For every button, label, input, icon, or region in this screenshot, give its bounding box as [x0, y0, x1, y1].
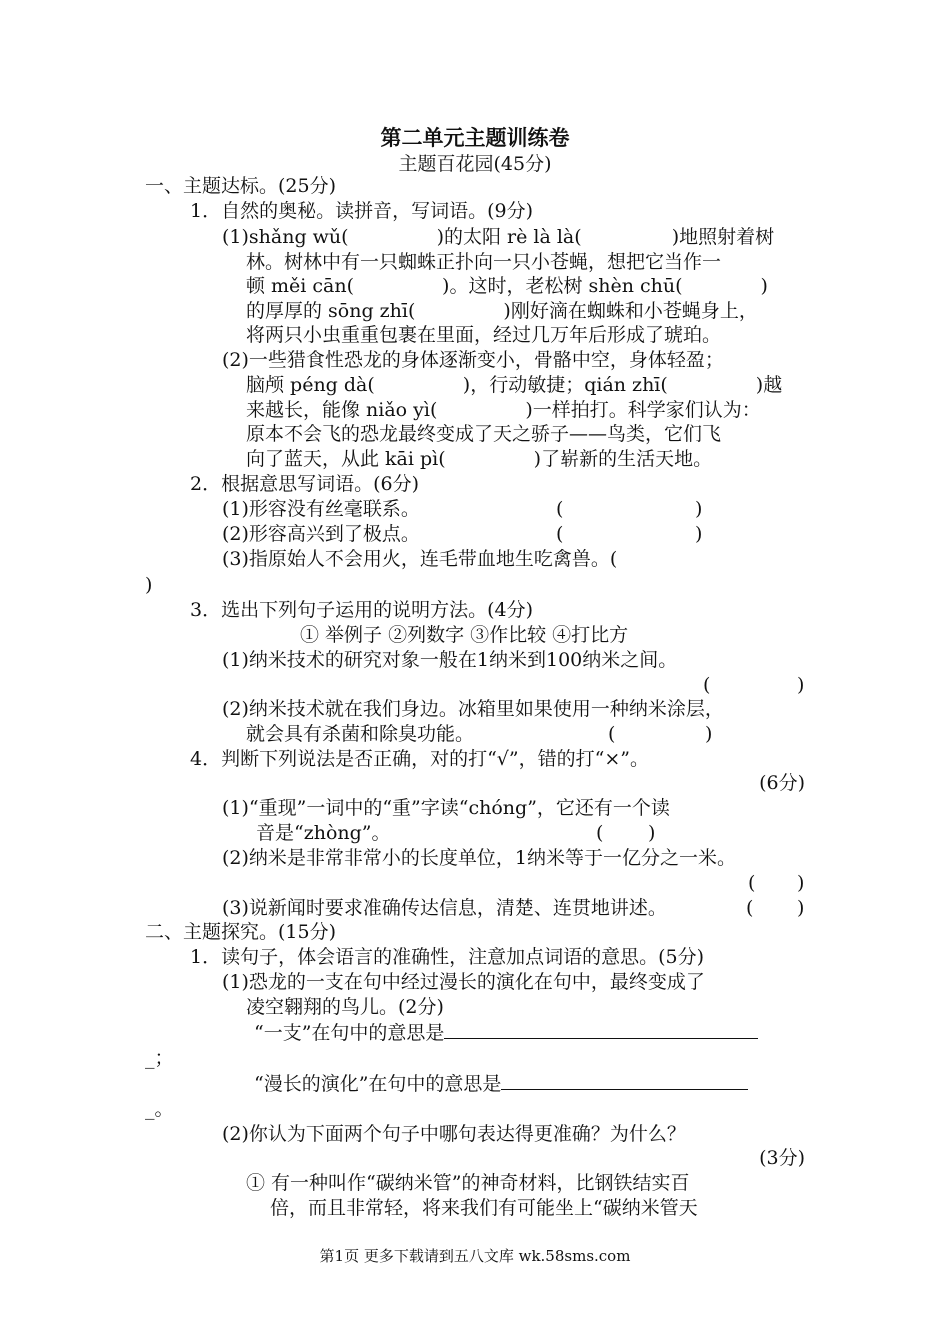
text: )一样拍打。科学家们认为：	[525, 399, 761, 421]
p2-q1-p2: (2)你认为下面两个句子中哪句表达得更准确？为什么？	[222, 1123, 686, 1145]
part2-heading: 二、主题探究。(15分)	[145, 921, 337, 943]
answer-line[interactable]	[444, 1020, 758, 1039]
text: )	[760, 275, 768, 297]
q2-heading: 2．根据意思写词语。(6分)	[190, 473, 420, 495]
page-footer: 第1页 更多下载请到五八文库 wk.58sms.com	[319, 1247, 631, 1265]
q4-bracket-close[interactable]: )	[648, 822, 656, 844]
p2-q1-answer1	[254, 1020, 758, 1046]
q2-item1: (1)形容没有丝毫联系。	[222, 498, 420, 520]
q4-bracket-open: (	[746, 897, 754, 919]
p2-q1-p2-points: (3分)	[759, 1147, 805, 1169]
q2-bracket-open: (	[556, 498, 564, 520]
q3-item2b: 就会具有杀菌和除臭功能。	[246, 723, 475, 745]
text: )了崭新的生活天地。	[533, 448, 713, 470]
q2-bracket-close[interactable]: )	[695, 498, 703, 520]
text: )的太阳 rè là là(	[436, 226, 582, 248]
q2-item2: (2)形容高兴到了极点。	[222, 523, 420, 545]
q1-p1-line2: 林。树林中有一只蜘蛛正扑向一只小苍蝇，想把它当作一	[246, 251, 722, 273]
q1-p2-line2	[246, 373, 782, 398]
q4-item2: (2)纳米是非常非常小的长度单位，1纳米等于一亿分之一米。	[222, 847, 737, 869]
text: )，行动敏捷；qián zhī(	[462, 374, 668, 396]
page-subtitle: 主题百花园(45分)	[398, 153, 552, 175]
q1-p1-line5: 将两只小虫重重包裹在里面，经过几万年后形成了琥珀。	[246, 324, 722, 346]
q2-bracket-close[interactable]: )	[695, 523, 703, 545]
text: (1)shǎng wǔ(	[222, 226, 349, 248]
answer-line[interactable]	[501, 1071, 748, 1090]
text: 向了蓝天，从此 kāi pì(	[246, 448, 446, 470]
q4-item1a: (1)“重现”一词中的“重”字读“chóng”，它还有一个读	[222, 797, 670, 819]
text: 顿 měi cān(	[246, 275, 355, 297]
text: )。这时，老松树 shèn chū(	[442, 275, 683, 297]
q3-bracket-open: (	[703, 674, 711, 696]
q1-p2-line1: (2)一些猎食性恐龙的身体逐渐变小，骨骼中空，身体轻盈；	[222, 349, 724, 371]
q3-heading: 3．选出下列句子运用的说明方法。(4分)	[190, 599, 534, 621]
text: )刚好滴在蜘蛛和小苍蝇身上，	[503, 300, 758, 322]
p2-q1-p1a: (1)恐龙的一支在句中经过漫长的演化在句中，最终变成了	[222, 971, 705, 993]
q3-item1: (1)纳米技术的研究对象一般在1纳米到100纳米之间。	[222, 649, 678, 671]
q1-p2-line5	[246, 447, 712, 472]
part1-heading: 一、主题达标。(25分)	[145, 175, 337, 197]
p2-q1-heading: 1．读句子，体会语言的准确性，注意加点词语的意思。(5分)	[190, 946, 705, 968]
q2-item3: (3)指原始人不会用火，连毛带血地生吃禽兽。(	[222, 548, 618, 570]
text: 脑颅 péng dà(	[246, 374, 375, 396]
q4-item1b: 音是“zhòng”。	[256, 822, 391, 844]
q4-item3: (3)说新闻时要求准确传达信息，清楚、连贯地讲述。	[222, 897, 667, 919]
q4-points: (6分)	[759, 772, 805, 794]
text: “一支”在句中的意思是	[254, 1022, 445, 1044]
q3-bracket-open: (	[608, 723, 616, 745]
q3-item2a: (2)纳米技术就在我们身边。冰箱里如果使用一种纳米涂层，	[222, 698, 724, 720]
page-title: 第二单元主题训练卷	[380, 125, 570, 150]
text: 来越长，能像 niǎo yì(	[246, 399, 438, 421]
q4-bracket-close[interactable]: )	[797, 897, 805, 919]
p2-q1-p1b: 凌空翱翔的鸟儿。(2分)	[246, 996, 444, 1018]
text: )越	[755, 374, 783, 396]
q1-p2-line3	[246, 398, 761, 423]
p2-q1-answer1-end: _；	[145, 1047, 174, 1069]
q1-p1-line3	[246, 274, 768, 299]
q1-heading: 1．自然的奥秘。读拼音，写词语。(9分)	[190, 200, 534, 222]
q2-bracket-open: (	[556, 523, 564, 545]
p2-q1-sentence1a: ① 有一种叫作“碳纳米管”的神奇材料，比钢铁结实百	[246, 1172, 690, 1194]
q4-heading: 4．判断下列说法是否正确，对的打“√”，错的打“×”。	[190, 748, 649, 770]
text: “漫长的演化”在句中的意思是	[254, 1073, 502, 1095]
p2-q1-answer2	[254, 1071, 748, 1097]
q1-p1-line4	[246, 299, 758, 324]
q1-p2-line4: 原本不会飞的恐龙最终变成了天之骄子——鸟类，它们飞	[246, 423, 722, 445]
q3-options: ① 举例子 ②列数字 ③作比较 ④打比方	[300, 624, 629, 646]
q1-p1-line1	[222, 225, 774, 250]
q4-bracket-close[interactable]: )	[797, 872, 805, 894]
p2-q1-answer2-end: _。	[145, 1098, 174, 1120]
q3-bracket-close[interactable]: )	[705, 723, 713, 745]
q4-bracket-open: (	[596, 822, 604, 844]
text: )地照射着树	[671, 226, 775, 248]
q2-bracket-close[interactable]: )	[145, 574, 153, 596]
q4-bracket-open: (	[748, 872, 756, 894]
p2-q1-sentence1b: 倍，而且非常轻，将来我们有可能坐上“碳纳米管天	[270, 1197, 698, 1219]
q3-bracket-close[interactable]: )	[797, 674, 805, 696]
text: 的厚厚的 sōng zhī(	[246, 300, 416, 322]
